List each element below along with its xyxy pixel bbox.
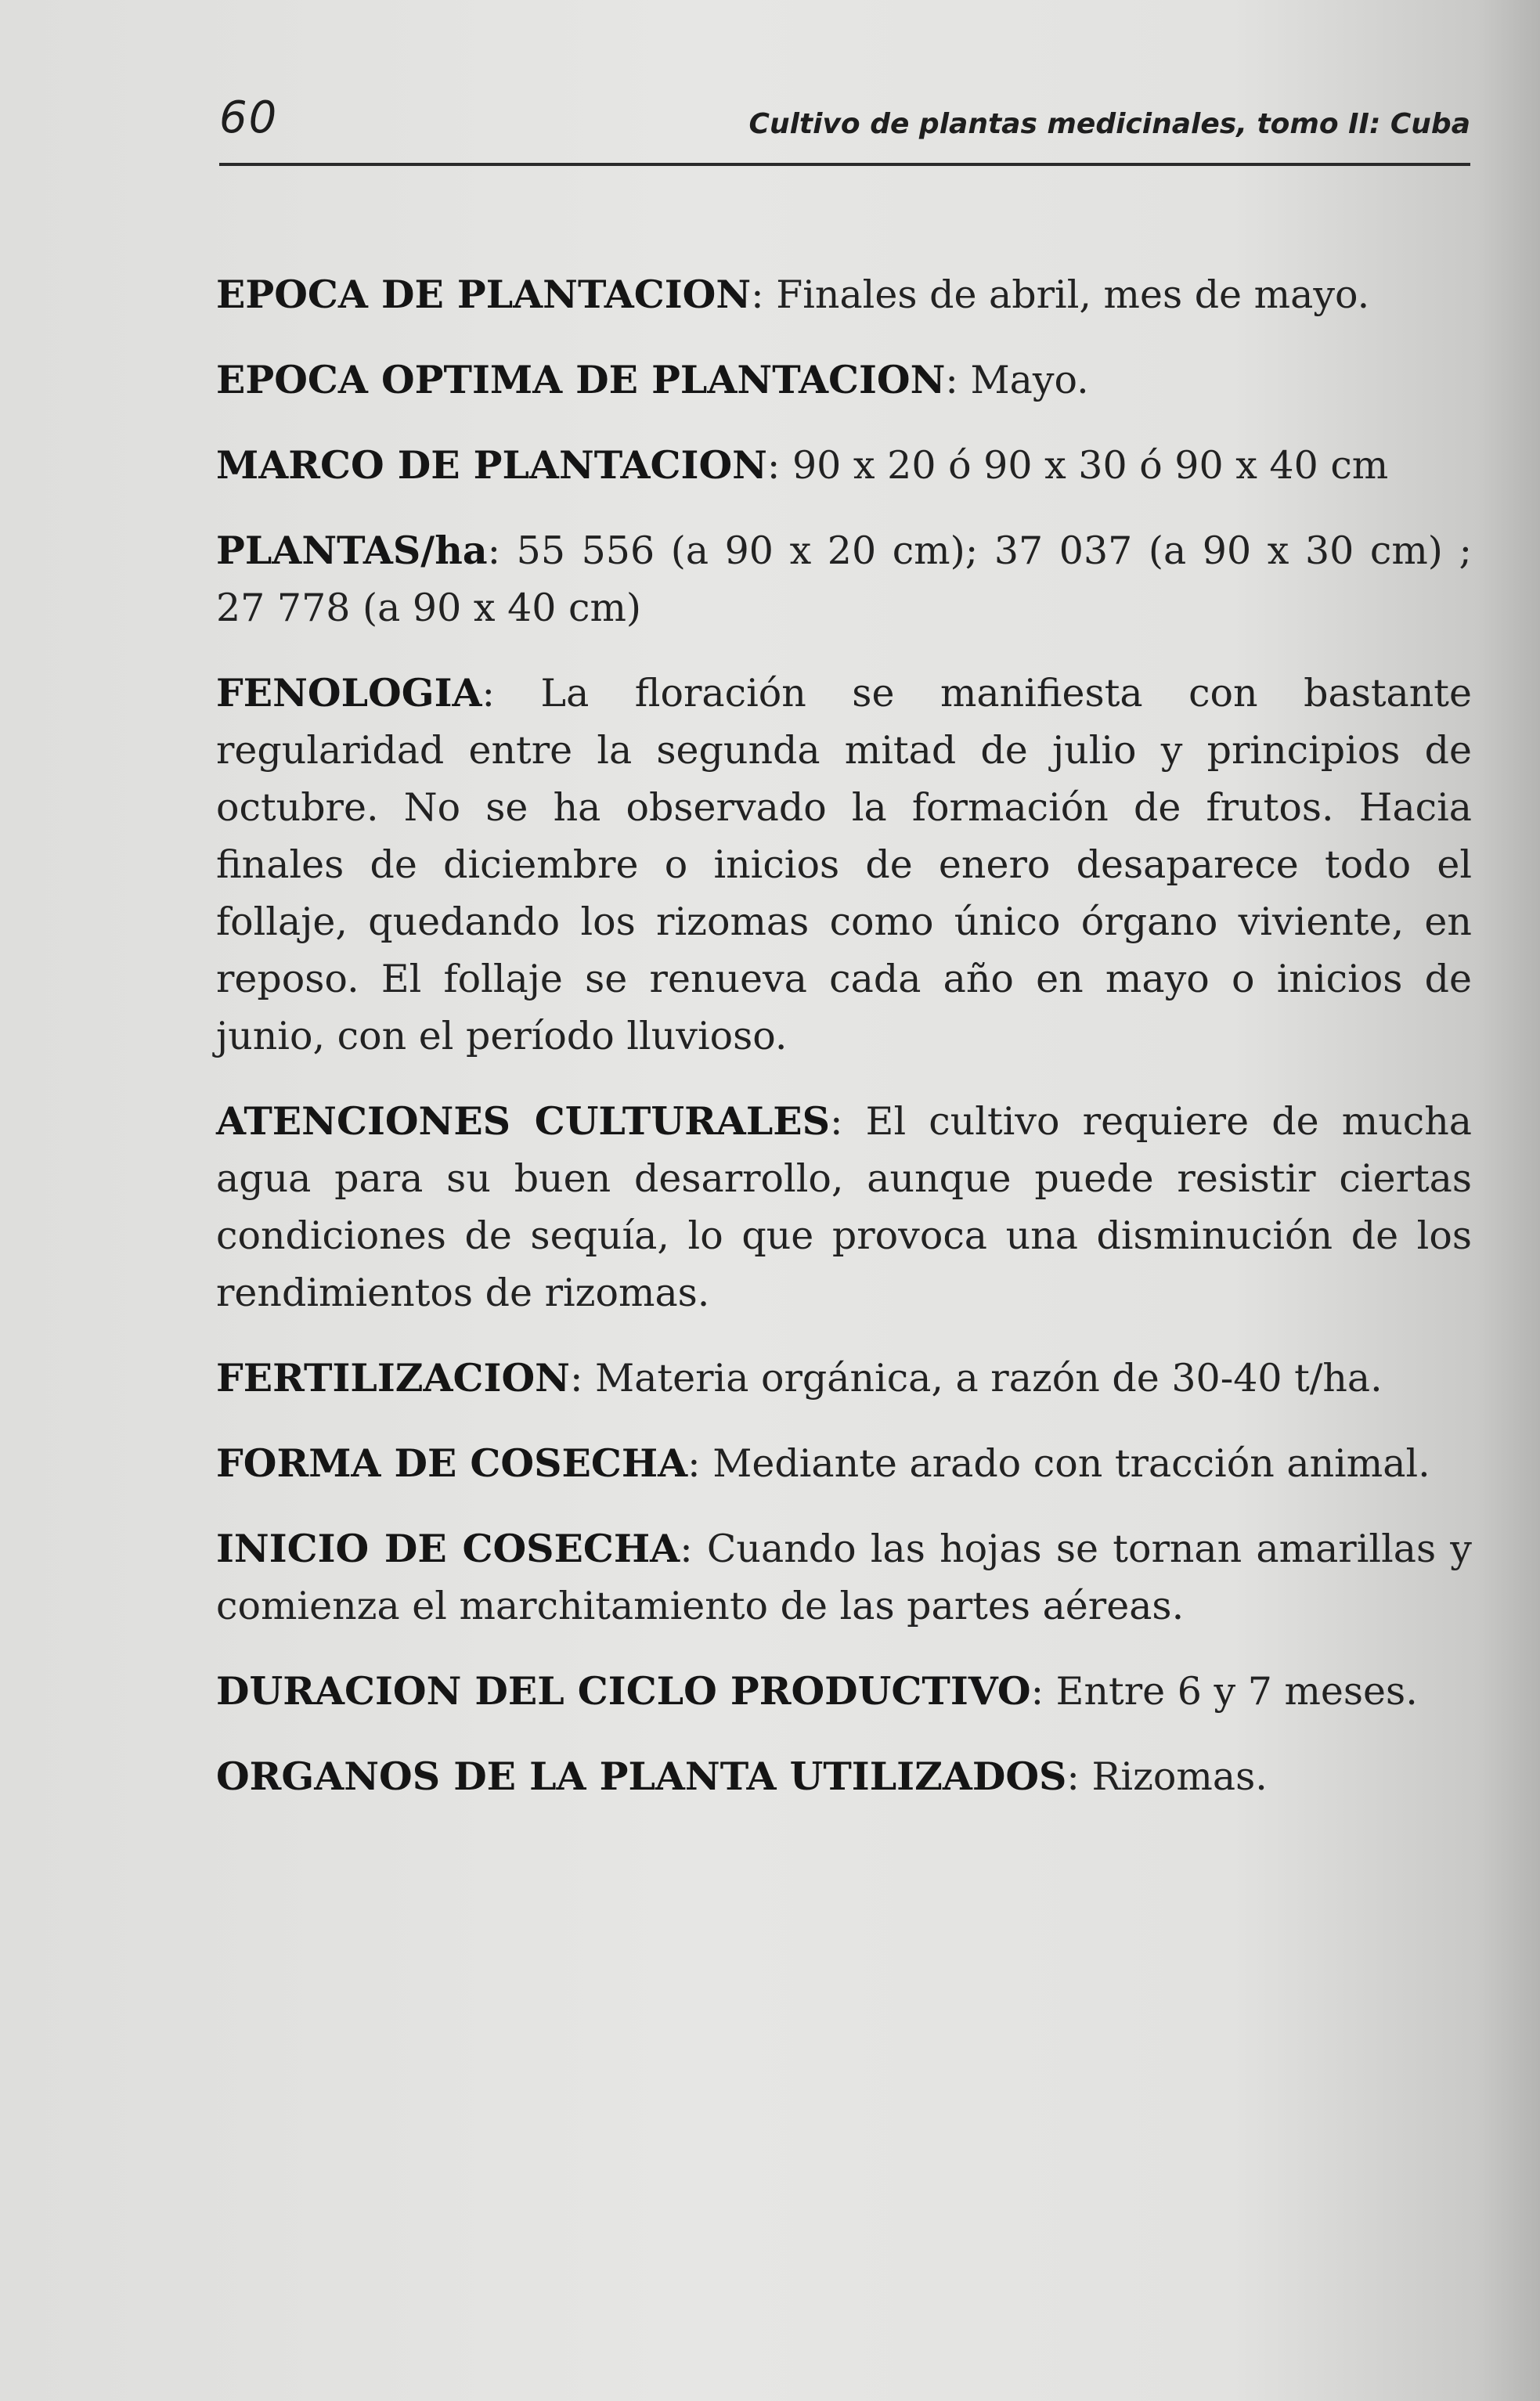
entry-text: : Entre 6 y 7 meses. (1030, 1669, 1418, 1714)
entry-fertilizacion (216, 1350, 1472, 1407)
entry-term: EPOCA OPTIMA DE PLANTACION (216, 357, 946, 402)
entry-term: FERTILIZACION (216, 1355, 570, 1401)
entry-text: : Materia orgánica, a razón de 30-40 t/ha. (569, 1356, 1383, 1401)
entry-term: FENOLOGIA (216, 670, 482, 716)
entry-duracion-ciclo (216, 1663, 1472, 1720)
entry-term: MARCO DE PLANTACION (216, 442, 767, 488)
entry-text: : 90 x 20 ó 90 x 30 ó 90 x 40 cm (766, 443, 1389, 488)
running-title: Cultivo de plantas medicinales, tomo II: Cuba (748, 108, 1470, 140)
entry-epoca-optima (216, 351, 1472, 409)
entry-term: DURACION DEL CICLO PRODUCTIVO (216, 1668, 1031, 1714)
entry-term: EPOCA DE PLANTACION (216, 272, 752, 317)
entry-forma-cosecha (216, 1435, 1472, 1492)
entry-inicio-cosecha (216, 1520, 1472, 1635)
entry-atenciones-culturales (216, 1093, 1472, 1321)
entry-text: : Mayo. (945, 358, 1089, 402)
entry-term: INICIO DE COSECHA (216, 1526, 680, 1571)
entry-marco-plantacion (216, 437, 1472, 494)
page-body (216, 266, 1472, 1833)
entry-plantas-ha (216, 522, 1472, 636)
entry-fenologia (216, 665, 1472, 1065)
entry-term: ATENCIONES CULTURALES (216, 1098, 831, 1144)
entry-text: : La floración se manifiesta con bastante regularidad entre la segunda mitad de julio y principios de octubre. No se ha observado la formación de frutos. Hacia finales de diciembre o inicios de enero desaparece todo el follaje, quedando los rizomas como único órgano viviente, en reposo. El follaje se renueva cada año en mayo o inicios de junio, con el período lluvioso. (216, 671, 1472, 1058)
entry-term: PLANTAS/ha (216, 528, 488, 573)
entry-epoca-plantacion (216, 266, 1472, 323)
entry-text: : El cultivo requiere de mucha agua para su buen desarrollo, aunque puede resistir ciertas condiciones de sequía, lo que provoca una disminución de los rendimientos de rizomas. (216, 1099, 1472, 1315)
page-number: 60 (219, 92, 279, 143)
entry-organos-utilizados (216, 1748, 1472, 1805)
entry-text: : Cuando las hojas se tornan amarillas y comienza el marchitamiento de las partes aéreas. (216, 1527, 1472, 1628)
page-header (219, 92, 1470, 166)
entry-text: : Finales de abril, mes de mayo. (751, 272, 1370, 317)
entry-text: : Mediante arado con tracción animal. (687, 1441, 1430, 1486)
entry-term: ORGANOS DE LA PLANTA UTILIZADOS (216, 1754, 1067, 1799)
entry-term: FORMA DE COSECHA (216, 1440, 688, 1486)
entry-text: : Rizomas. (1066, 1754, 1268, 1799)
entry-text: : 55 556 (a 90 x 20 cm); 37 037 (a 90 x 30 cm) ; 27 778 (a 90 x 40 cm) (216, 528, 1472, 630)
